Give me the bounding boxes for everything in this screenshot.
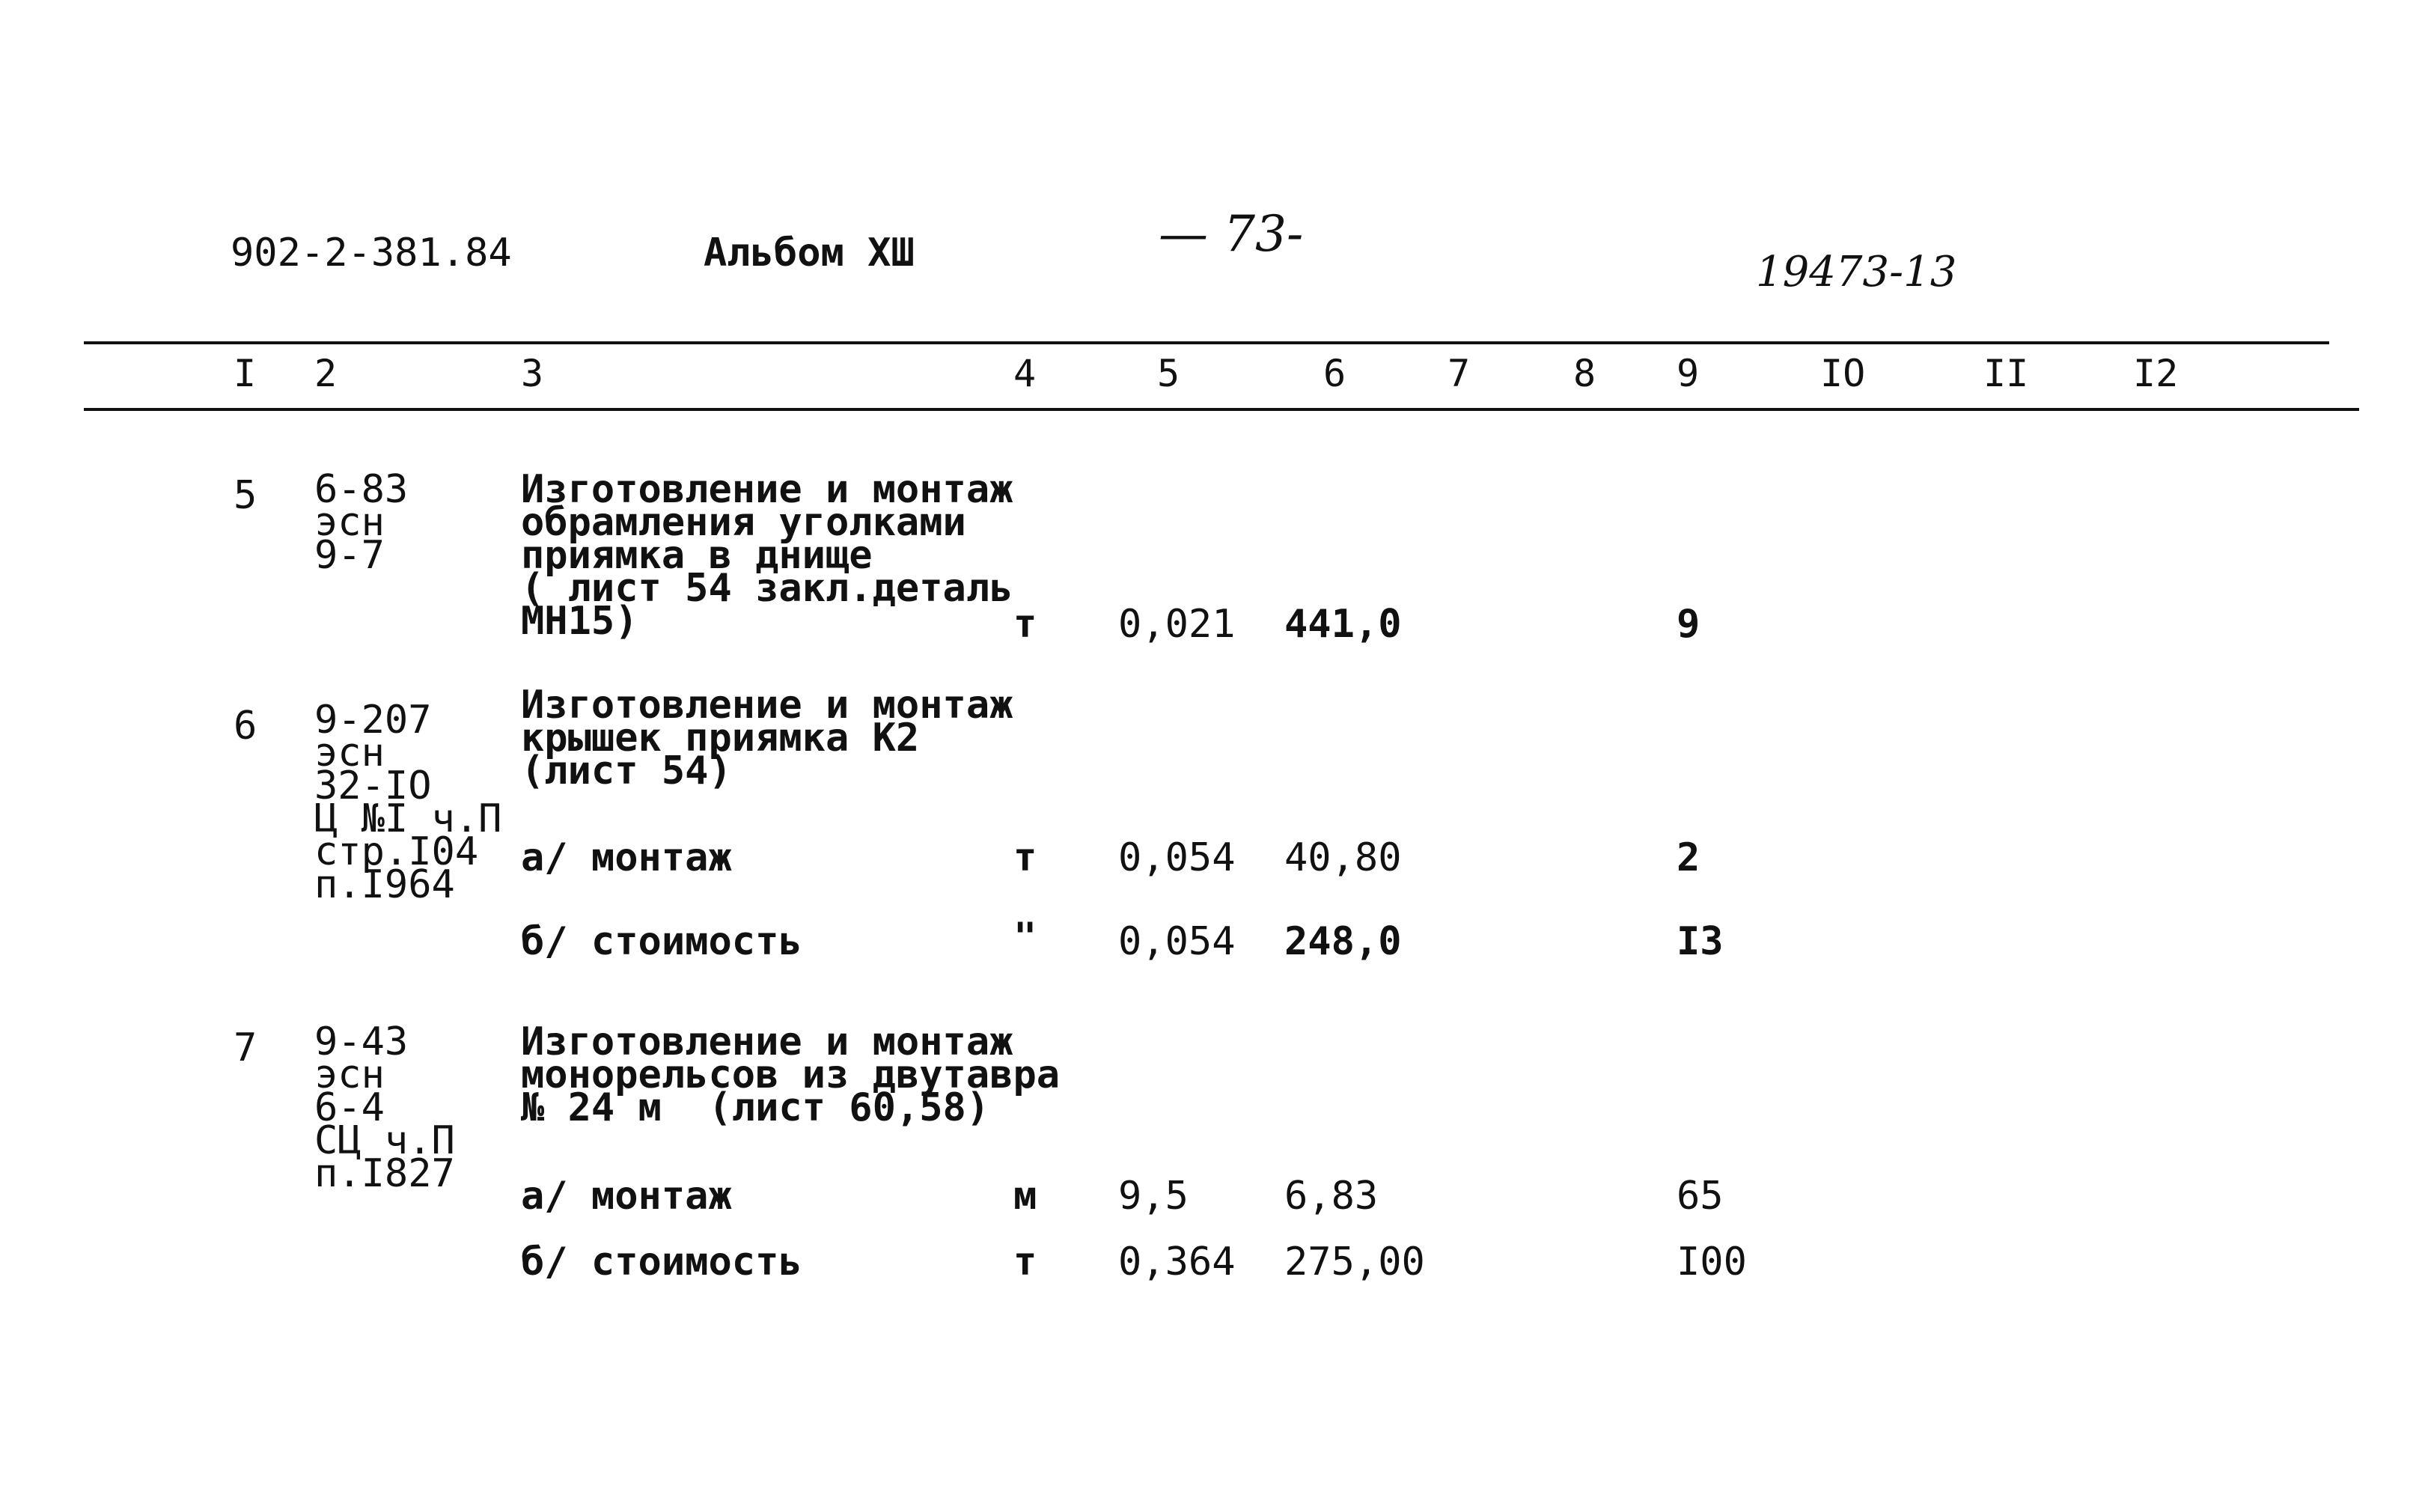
- column-header: 8: [1573, 352, 1596, 395]
- unit-price: 6,83: [1284, 1174, 1379, 1219]
- column-header: I: [234, 352, 257, 395]
- total-cost: 65: [1677, 1174, 1724, 1219]
- work-description: Изготовление и монтаж обрамления уголками приямка в днище ( лист 54 закл.деталь МН15): [521, 467, 1013, 644]
- total-cost: 2: [1677, 835, 1700, 880]
- document-code: 902-2-381.84: [231, 231, 512, 275]
- column-header: IO: [1820, 352, 1866, 395]
- column-header: 9: [1677, 352, 1700, 395]
- quantity: 0,054: [1118, 835, 1236, 880]
- row-number: 5: [234, 473, 257, 518]
- work-description: Изготовление и монтаж монорельсов из двутавра № 24 м (лист 60,58): [521, 1019, 1061, 1130]
- total-cost: I00: [1677, 1240, 1747, 1284]
- unit-price: 40,80: [1284, 835, 1402, 880]
- table-top-rule: [84, 341, 2329, 344]
- total-cost: 9: [1677, 602, 1700, 647]
- column-header: II: [1983, 352, 2029, 395]
- album-title: Альбом XШ: [704, 231, 915, 275]
- column-header: 3: [521, 352, 544, 395]
- quantity: 0,054: [1118, 919, 1236, 964]
- quantity: 0,021: [1118, 602, 1236, 647]
- column-header: 7: [1448, 352, 1471, 395]
- column-header: 2: [314, 352, 338, 395]
- column-header: 4: [1013, 352, 1037, 395]
- page-number: — 73-: [1159, 205, 1304, 263]
- column-header: 6: [1323, 352, 1346, 395]
- unit: т: [1013, 835, 1037, 880]
- line-label: а/ монтаж: [521, 1174, 732, 1219]
- line-label: б/ стоимость: [521, 1240, 802, 1284]
- work-description: Изготовление и монтаж крышек приямка К2 (лист 54): [521, 683, 1013, 793]
- table-header-bottom-rule: [84, 408, 2359, 411]
- price-code: 6-83 эсн 9-7: [314, 467, 409, 578]
- quantity: 9,5: [1118, 1174, 1189, 1219]
- archive-stamp: 19473-13: [1756, 248, 1957, 296]
- unit: ": [1013, 915, 1037, 960]
- row-number: 7: [234, 1025, 257, 1070]
- column-header: 5: [1157, 352, 1180, 395]
- unit-price: 248,0: [1284, 919, 1402, 964]
- unit: т: [1013, 1240, 1037, 1284]
- price-code: 9-207 эсн 32-IO Ц №I ч.П стр.I04 п.I964: [314, 698, 502, 907]
- quantity: 0,364: [1118, 1240, 1236, 1284]
- price-code: 9-43 эсн 6-4 СЦ ч.П п.I827: [314, 1019, 455, 1196]
- row-number: 6: [234, 704, 257, 749]
- unit-price: 275,00: [1284, 1240, 1425, 1284]
- unit: м: [1013, 1174, 1037, 1219]
- column-header: I2: [2133, 352, 2179, 395]
- line-label: а/ монтаж: [521, 835, 732, 880]
- line-label: б/ стоимость: [521, 919, 802, 964]
- unit: т: [1013, 602, 1037, 647]
- total-cost: I3: [1677, 919, 1724, 964]
- unit-price: 441,0: [1284, 602, 1402, 647]
